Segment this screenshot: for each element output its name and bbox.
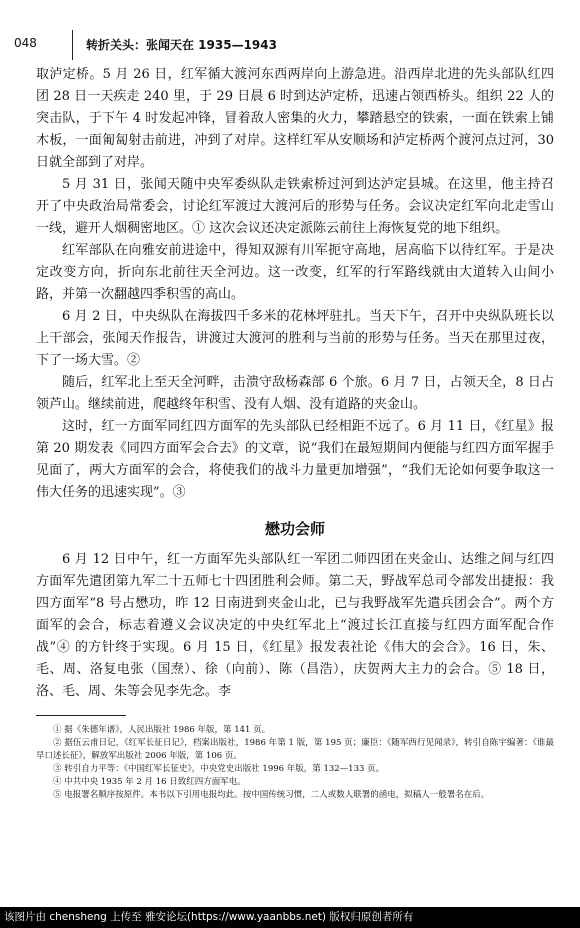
body-paragraph: 这时，红一方面军同红四方面军的先头部队已经相距不远了。6 月 11 日，《红星》报第 20 期发表《同四方面军会合去》的文章，说“我们在最短期间内便能与红四方面军握手见面了，两大方面军的会合，将使我们的战斗力量更加增强”，“我们无论如何要争取这一伟大任务的迅速实现”。③ bbox=[36, 419, 554, 500]
footnote: ④ 中共中央 1935 年 2 月 16 日致红四方面军电。 bbox=[53, 777, 246, 787]
body-paragraph: 取泸定桥。5 月 26 日，红军循大渡河东西两岸向上游急进。沿西岸北进的先头部队红四团 28 日一天疾走 240 里，于 29 日晨 6 时到达泸定桥，迅速占领西桥头。组织 22 人的突击队，于下午 4 时发起冲锋，冒着敌人密集的火力，攀踏悬空的铁索，一面在铁索上铺木板，一面匍匐射击前进，冲到了对岸。这样红军从安顺场和泸定桥两个渡河点过河，30 日就全部到了对岸。 bbox=[36, 67, 554, 170]
header-divider bbox=[72, 30, 73, 60]
page-number: 048 bbox=[14, 36, 37, 50]
footnote: ⑤ 电报署名顺序按原件。本书以下引用电报均此。按中国传统习惯，二人或数人联署的函电，拟稿人一般署名在后。 bbox=[53, 790, 490, 800]
page-body bbox=[36, 64, 554, 802]
footnote: ① 据《朱德年谱》，人民出版社 1986 年版，第 141 页。 bbox=[53, 725, 271, 735]
body-paragraph: 红军部队在向雅安前进途中，得知双源有川军扼守高地，居高临下以待红军。于是决定改变方向，折向东北前往天全河边。这一改变，红军的行军路线就由大道转入山间小路，并第一次翻越四季积雪的高山。 bbox=[36, 243, 554, 302]
body-paragraph: 6 月 2 日，中央纵队在海拔四千多米的花林坪驻扎。当天下午，召开中央纵队班长以上干部会，张闻天作报告，讲渡过大渡河的胜利与当前的形势与任务。当天在那里过夜，下了一场大雪。② bbox=[36, 309, 554, 368]
footnotes bbox=[36, 724, 554, 802]
footnote: ③ 转引自力平等：《中国红军长征史》，中央党史出版社 1996 年版，第 132—133 页。 bbox=[53, 764, 385, 774]
watermark-bar: 该图片由 chensheng 上传至 雅安论坛(https://www.yaanbbs.net) 版权归原创者所有 bbox=[0, 907, 580, 928]
footnote-divider bbox=[36, 715, 126, 716]
footnote: ② 据伍云甫日记，《红军长征日记》，档案出版社，1986 年第 1 版，第 195 页；廉臣：《随军西行见闻录》，转引自陈宇编著：《谁最早口述长征》，解放军出版社 2006 年版，第 106 页。 bbox=[36, 738, 554, 761]
body-paragraph: 5 月 31 日，张闻天随中央军委纵队走铁索桥过河到达泸定县城。在这里，他主持召开了中央政治局常委会，讨论红军渡过大渡河后的形势与任务。会议决定红军向北走雪山一线，避开人烟稠密地区。① 这次会议还决定派陈云前往上海恢复党的地下组织。 bbox=[36, 177, 554, 236]
running-title: 转折关头：张闻天在 1935—1943 bbox=[86, 38, 277, 52]
section-heading: 懋功会师 bbox=[264, 520, 325, 538]
page-header bbox=[14, 34, 554, 54]
body-paragraph: 6 月 12 日中午，红一方面军先头部队红一军团二师四团在夹金山、达维之间与红四方面军先遣团第九军二十五师七十四团胜利会师。第二天，野战军总司令部发出捷报：我四方面军“8 号占懋功，昨 12 日南进到夹金山北，已与我野战军先遣兵团会合”。两个方面军的会合，标志着遵义会议决定的中央红军北上“渡过长江直接与红四方面军配合作战”④ 的方针终于实现。6 月 15 日，《红星》报发表社论《伟大的会合》。16 日，朱、毛、周、洛复电张（国焘）、徐（向前）、陈（昌浩），庆贺两大主力的会合。⑤ 18 日，洛、毛、周、朱等会见李先念。李 bbox=[36, 552, 554, 699]
body-paragraph: 随后，红军北上至天全河畔，击溃守敌杨森部 6 个旅。6 月 7 日，占领天全，8 日占领芦山。继续前进，爬越终年积雪、没有人烟、没有道路的夹金山。 bbox=[36, 375, 554, 412]
